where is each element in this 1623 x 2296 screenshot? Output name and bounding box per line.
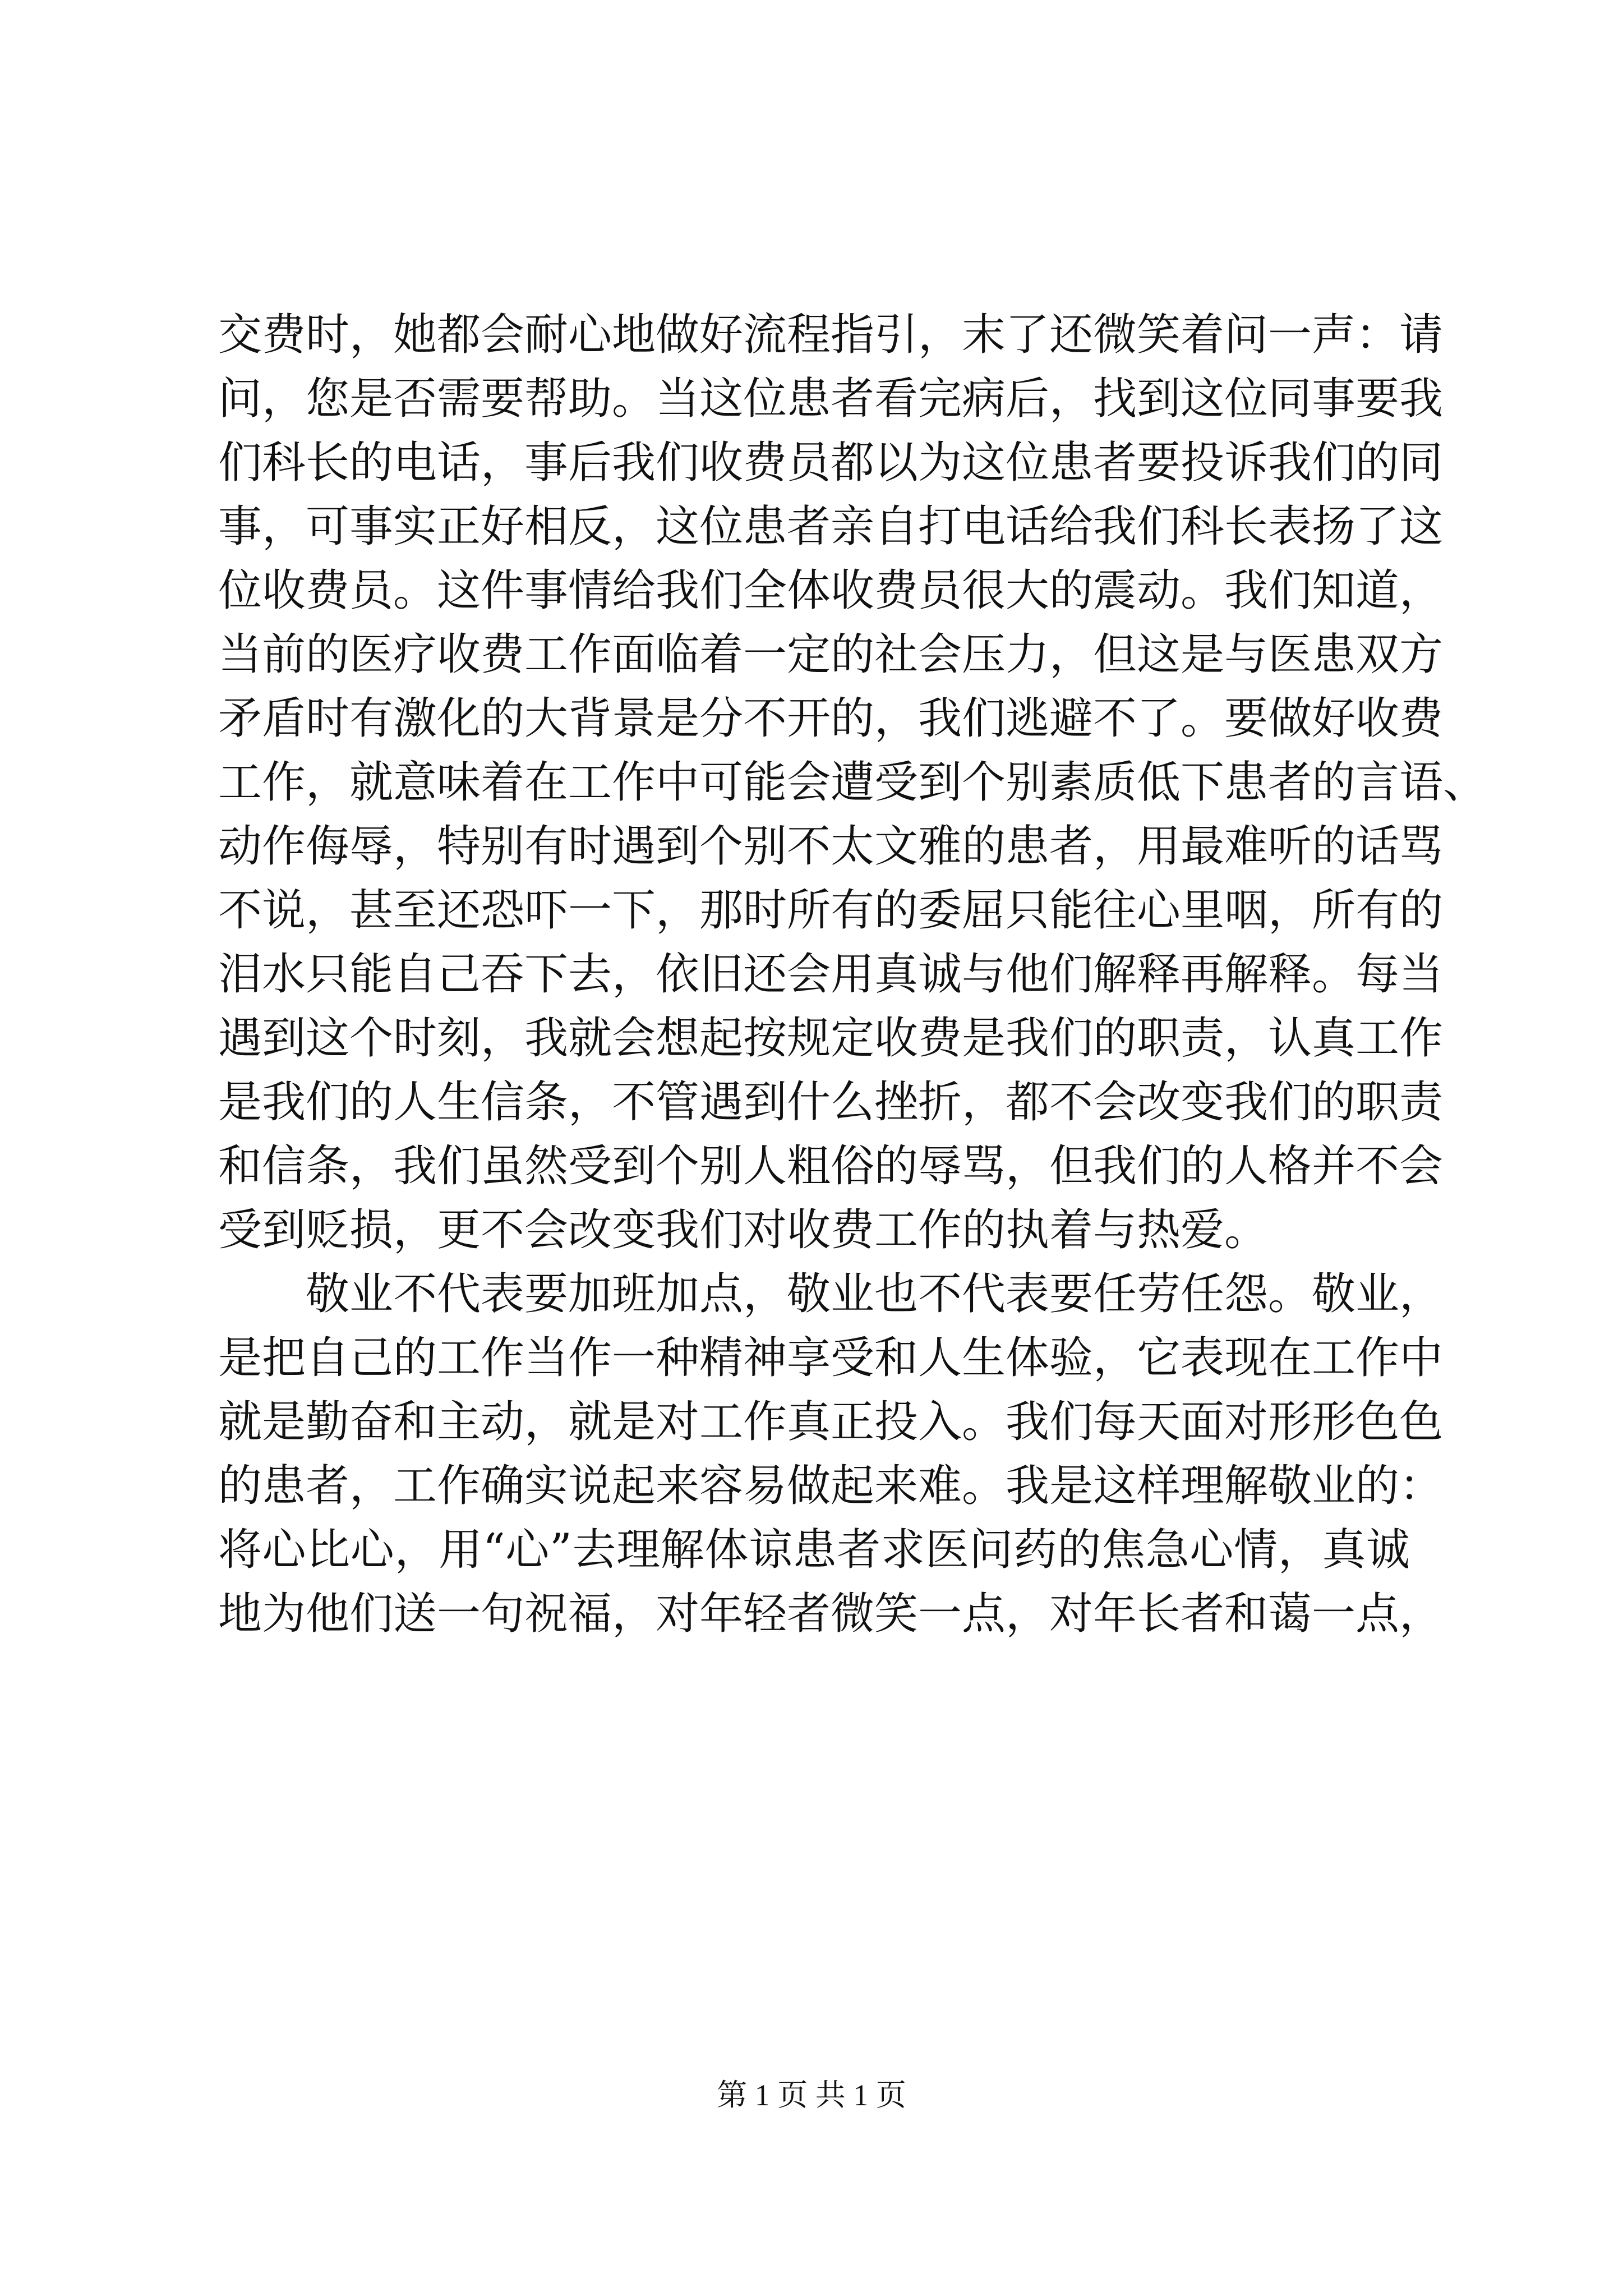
text-line: 当前的医疗收费工作面临着一定的社会压力，但这是与医患双方 [218,629,1444,680]
paragraph-end-line: 受到贬损，更不会改变我们对收费工作的执着与热爱。 [218,1205,1269,1255]
text-line: 矛盾时有激化的大背景是分不开的，我们逃避不了。要做好收费 [218,693,1444,744]
text-line: 遇到这个时刻，我就会想起按规定收费是我们的职责，认真工作 [218,1013,1444,1064]
text-line: 们科长的电话，事后我们收费员都以为这位患者要投诉我们的同 [218,438,1444,488]
text-line: 工作，就意味着在工作中可能会遭受到个别素质低下患者的言语、 [218,757,1487,808]
text-line: 不说，甚至还恐吓一下，那时所有的委屈只能往心里咽，所有的 [218,885,1444,936]
text-line: 是把自己的工作当作一种精神享受和人生体验，它表现在工作中 [218,1333,1444,1383]
page-number-footer: 第 1 页 共 1 页 [717,2078,906,2112]
document-body [218,303,1487,1646]
text-line: 和信条，我们虽然受到个别人粗俗的辱骂，但我们的人格并不会 [218,1141,1444,1191]
text-line: 位收费员。这件事情给我们全体收费员很大的震动。我们知道， [218,565,1444,616]
text-line: 是我们的人生信条，不管遇到什么挫折，都不会改变我们的职责 [218,1077,1444,1128]
text-line: 就是勤奋和主动，就是对工作真正投入。我们每天面对形形色色 [218,1397,1444,1447]
text-line: 交费时，她都会耐心地做好流程指引，末了还微笑着问一声：请 [218,310,1444,360]
paragraph-start-line: 敬业不代表要加班加点，敬业也不代表要任劳任怨。敬业， [218,1269,1444,1319]
text-line: 的患者，工作确实说起来容易做起来难。我是这样理解敬业的： [218,1461,1444,1511]
text-line: 事，可事实正好相反，这位患者亲自打电话给我们科长表扬了这 [218,501,1444,552]
text-line: 泪水只能自己吞下去，依旧还会用真诚与他们解释再解释。每当 [218,949,1444,1000]
text-line: 动作侮辱，特别有时遇到个别不太文雅的患者，用最难听的话骂 [218,821,1444,872]
text-line: 问，您是否需要帮助。当这位患者看完病后，找到这位同事要我 [218,374,1444,424]
text-line: 地为他们送一句祝福，对年轻者微笑一点，对年长者和蔼一点， [218,1589,1444,1639]
text-line: 将心比心，用“心”去理解体谅患者求医问药的焦急心情，真诚 [218,1525,1410,1575]
